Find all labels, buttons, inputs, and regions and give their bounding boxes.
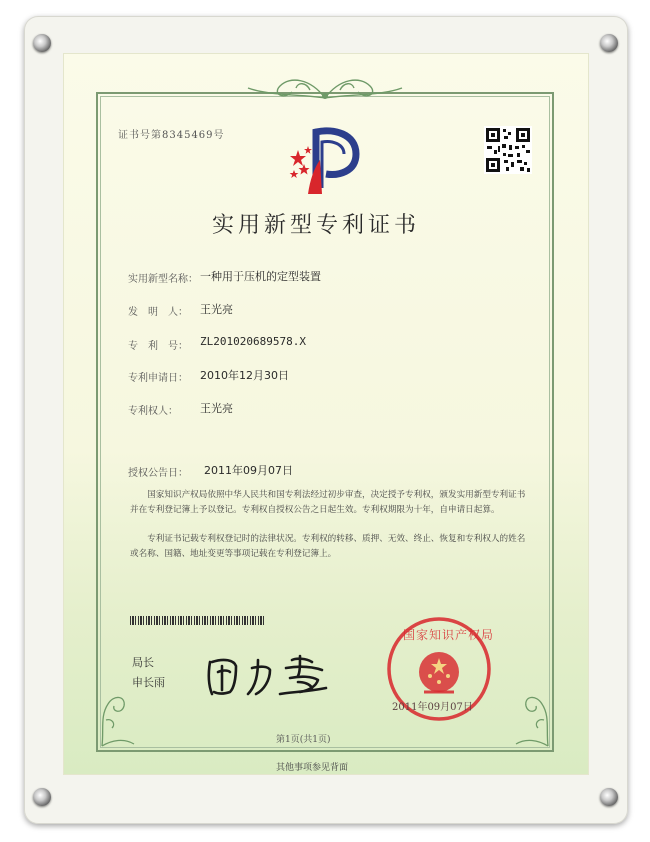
screw-bottom-right — [600, 788, 618, 806]
field-value-name: 一种用于压机的定型装置 — [200, 270, 321, 283]
field-value-patentee: 王光亮 — [200, 402, 233, 415]
body-paragraph-2: 专利证书记载专利权登记时的法律状况。专利权的转移、质押、无效、终止、恢复和专利权人的姓名或名称、国籍、地址变更等事项记载在专利登记簿上。 — [130, 534, 526, 559]
bottom-left-ornament-icon — [98, 680, 138, 750]
grant-date-value: 2011年09月07日 — [204, 464, 293, 477]
barcode-icon — [130, 616, 264, 625]
field-label-name: 实用新型名称： — [128, 274, 198, 285]
top-ornament-icon — [240, 68, 410, 104]
field-value-inventor: 王光亮 — [200, 303, 233, 316]
screw-top-left — [33, 34, 51, 52]
field-label-patent-number: 专 利 号： — [128, 341, 188, 352]
field-label-inventor: 发 明 人： — [128, 307, 188, 318]
director-name: 申长雨 — [132, 676, 165, 689]
field-value-filing-date: 2010年12月30日 — [200, 369, 289, 382]
qr-code-icon — [484, 126, 532, 174]
patent-office-logo-icon — [286, 120, 368, 198]
footer-note: 其他事项参见背面 — [276, 763, 349, 773]
screw-bottom-left — [33, 788, 51, 806]
seal-text: 国家知识产权局 — [403, 628, 495, 642]
seal-date: 2011年09月07日 — [392, 702, 473, 713]
certificate-title: 实用新型专利证书 — [212, 213, 421, 238]
field-value-patent-number: ZL201020689578.X — [200, 335, 306, 348]
screw-top-right — [600, 34, 618, 52]
signature-icon — [200, 650, 340, 700]
field-label-filing-date: 专利申请日： — [128, 373, 188, 384]
page-info: 第1页(共1页) — [276, 735, 331, 745]
bottom-right-ornament-icon — [512, 680, 552, 750]
certificate-number: 证书号第8345469号 — [118, 130, 225, 141]
director-title: 局长 — [132, 656, 154, 669]
field-label-patentee: 专利权人： — [128, 406, 178, 417]
grant-date-label: 授权公告日： — [128, 468, 188, 479]
body-paragraph-1: 国家知识产权局依照中华人民共和国专利法经过初步审查，决定授予专利权，颁发实用新型专利证书并在专利登记簿上予以登记。专利权自授权公告之日起生效。专利权期限为十年，自申请日起算。 — [130, 490, 526, 515]
